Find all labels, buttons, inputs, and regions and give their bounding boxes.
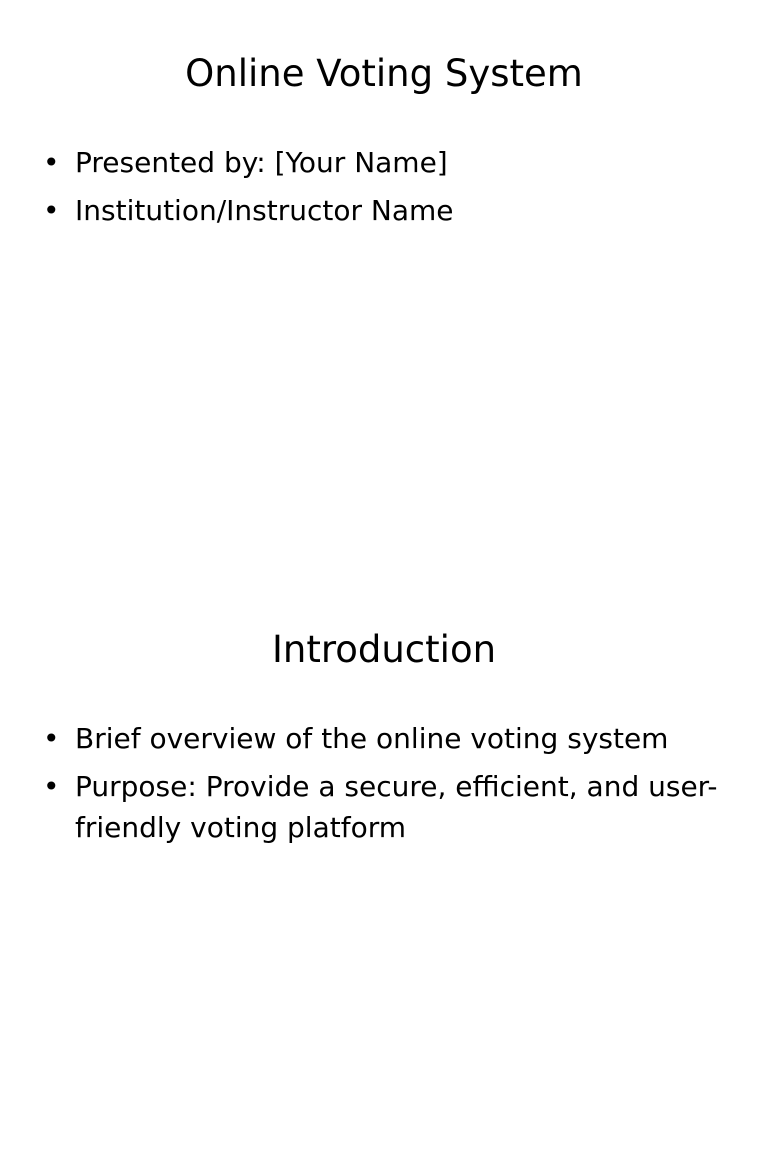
slide-title: Online Voting System: [185, 52, 583, 95]
slide-introduction: [0, 576, 768, 1152]
bullet-text: Institution/Instructor Name: [75, 194, 454, 227]
bullet-list: [38, 718, 728, 855]
bullet-list: [38, 142, 728, 238]
bullet-icon: •: [43, 194, 60, 227]
bullet-item: [38, 142, 728, 183]
bullet-item: [38, 718, 728, 759]
bullet-icon: •: [43, 770, 60, 803]
bullet-item: [38, 190, 728, 231]
bullet-icon: •: [43, 722, 60, 755]
bullet-text: Purpose: Provide a secure, efficient, and user-friendly voting platform: [75, 770, 718, 844]
slide-title: Introduction: [271, 628, 497, 671]
bullet-text: Brief overview of the online voting system: [75, 722, 669, 755]
bullet-item: [38, 766, 728, 848]
bullet-text: Presented by: [Your Name]: [75, 146, 448, 179]
bullet-icon: •: [43, 146, 60, 179]
